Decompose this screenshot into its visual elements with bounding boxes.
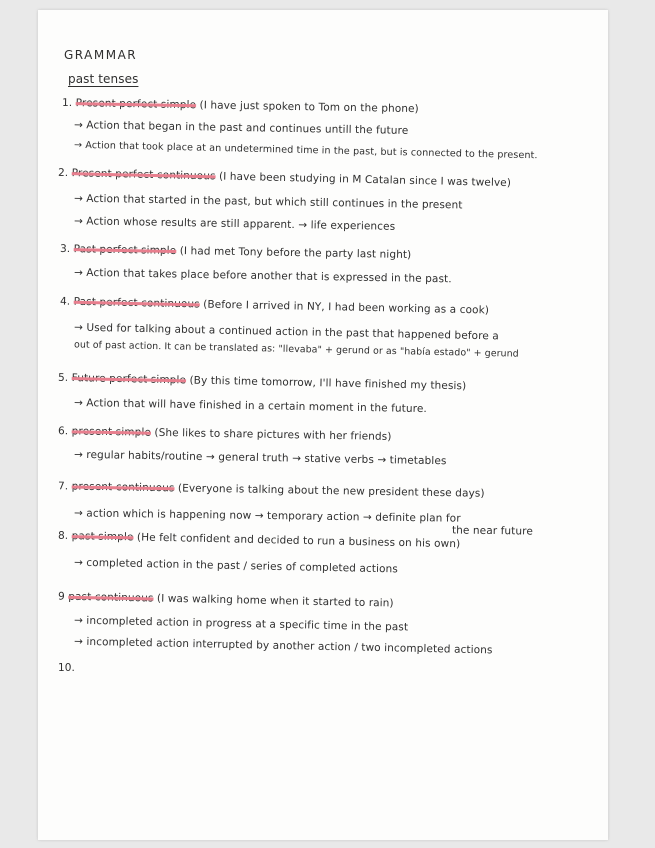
page-subtitle: past tenses <box>68 72 139 86</box>
tense-example: (She likes to share pictures with her friends) <box>154 426 392 443</box>
tense-name: Future perfect simple <box>71 372 187 387</box>
entry-number: 4. <box>59 295 71 308</box>
entry-5-heading <box>58 372 466 393</box>
entry-5-note-1: → Action that will have finished in a certain moment in the future. <box>73 396 427 416</box>
entry-2-note-2: → Action whose results are still apparent. → life experiences <box>73 215 396 233</box>
entry-3-note-1: → Action that takes place before another that is expressed in the past. <box>73 266 452 286</box>
entry-8-note-1: → completed action in the past / series of completed actions <box>73 556 399 576</box>
tense-name: Past perfect continuous <box>73 295 200 311</box>
entry-9-heading <box>58 590 394 609</box>
entry-6-note-1: → regular habits/routine → general truth → stative verbs → timetables <box>73 448 447 468</box>
tense-name: Present perfect continuous <box>71 167 216 183</box>
tense-example: (Before I arrived in NY, I had been working as a cook) <box>203 298 490 317</box>
entry-4-heading <box>60 296 489 317</box>
page-title: GRAMMAR <box>64 48 138 62</box>
entry-number: 8. <box>57 529 69 543</box>
entry-number: 10. <box>58 662 75 674</box>
entry-1-note-1: → Action that began in the past and continues untill the future <box>73 119 409 137</box>
entry-8-heading <box>58 530 460 550</box>
entry-2-heading <box>58 167 511 189</box>
tense-example: (I had met Tony before the party last night) <box>179 245 412 262</box>
tense-example: (By this time tomorrow, I'll have finished my thesis) <box>189 374 467 393</box>
entry-7-note-1: → action which is happening now → temporary action → definite plan for <box>73 507 461 525</box>
tense-name: present simple <box>71 425 152 439</box>
entry-number: 9 <box>57 590 65 603</box>
entry-9-note-2: → incompleted action interrupted by another action / two incompleted actions <box>73 635 493 657</box>
entry-number: 2. <box>57 166 69 180</box>
tense-example: (Everyone is talking about the new president these days) <box>177 482 485 500</box>
tense-example: (I have just spoken to Tom on the phone) <box>199 99 419 116</box>
notebook-page <box>38 10 608 840</box>
tense-name: Past perfect simple <box>73 243 177 257</box>
tense-example: (He felt confident and decided to run a business on his own) <box>136 531 461 551</box>
entry-number: 7. <box>57 480 69 493</box>
tense-name: Present perfect simple <box>75 97 197 112</box>
entry-number: 5. <box>57 371 69 384</box>
entry-number: 1. <box>61 96 73 110</box>
entry-4-note-1: → Used for talking about a continued action in the past that happened before a <box>73 321 499 343</box>
tense-name: past simple <box>71 530 134 544</box>
entry-7-note-2: the near future <box>451 524 534 538</box>
entry-4-note-2: out of past action. It can be translated as: "llevaba" + gerund or as "había estado" + gerund <box>73 339 519 360</box>
tense-example: (I have been studying in M Catalan since I was twelve) <box>218 170 512 190</box>
entry-3-heading <box>60 243 411 261</box>
entry-number: 3. <box>59 242 71 256</box>
tense-example: (I was walking home when it started to rain) <box>156 592 394 610</box>
tense-name: past continuous <box>68 590 154 605</box>
tense-name: present continuous <box>71 480 175 495</box>
entry-2-note-1: → Action that started in the past, but which still continues in the present <box>73 192 463 212</box>
entry-7-heading <box>58 480 485 499</box>
entry-10-heading <box>58 662 75 674</box>
entry-number: 6. <box>57 425 69 438</box>
entry-9-note-1: → incompleted action in progress at a specific time in the past <box>73 614 409 634</box>
entry-1-note-2: → Action that took place at an undetermined time in the past, but is connected to the present. <box>73 139 538 162</box>
entry-1-heading <box>62 97 419 115</box>
entry-6-heading <box>58 425 392 443</box>
